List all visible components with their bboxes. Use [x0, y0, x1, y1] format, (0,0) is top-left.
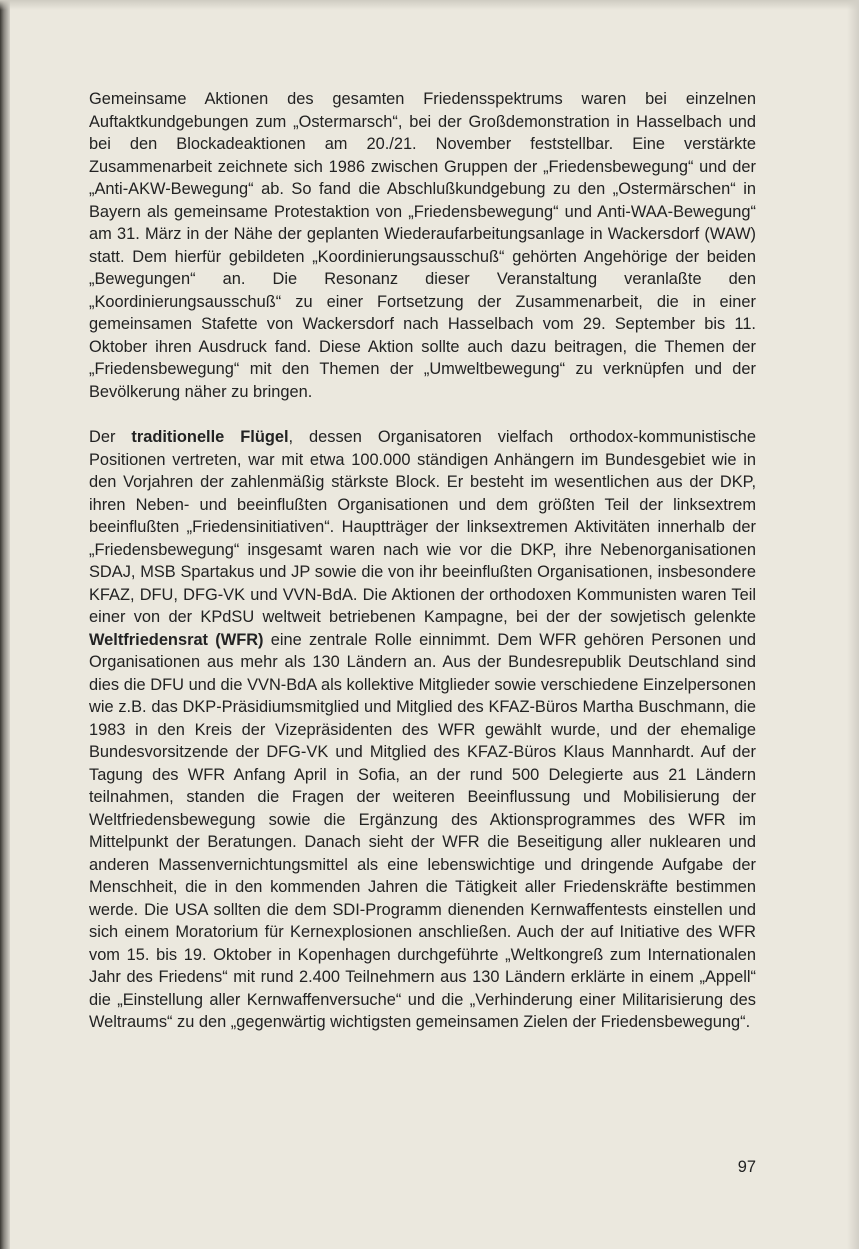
- paragraph-2-part-1: Der: [89, 428, 132, 446]
- page-number: 97: [737, 1158, 756, 1176]
- paragraph-2: [89, 426, 756, 1034]
- paragraph-2-part-3: eine zentrale Rolle einnimmt. Dem WFR gehören Personen und Organisationen aus mehr als 130 Ländern an. Aus der Bundesrepublik Deutschland sind dies die DFU und die VVN-BdA als kollektive Mitglieder sowie verschiedene Einzelpersonen wie z.B. das DKP-Präsidiumsmitglied und Mitglied des KFAZ-Büros Martha Buschmann, die 1983 in den Kreis der Vizepräsidenten des WFR gewählt wurde, und der ehemalige Bundesvorsitzende der DFG-VK und Mitglied des KFAZ-Büros Klaus Mannhardt. Auf der Tagung des WFR Anfang April in Sofia, an der rund 500 Delegierte aus 21 Ländern teilnahmen, standen die Fragen der weiteren Beeinflussung und Mobilisierung der Weltfriedensbewegung sowie die Ergänzung des Aktionsprogrammes des WFR im Mittelpunkt der Beratungen. Danach sieht der WFR die Beseitigung aller nuklearen und anderen Massenvernichtungsmittel als eine lebenswichtige und dringende Aufgabe der Menschheit, die in den kommenden Jahren die Tätigkeit aller Friedenskräfte bestimmen werde. Die USA sollten die dem SDI-Programm dienenden Kernwaffentests einstellen und sich einem Moratorium für Kernexplosionen anschließen. Auch der auf Initiative des WFR vom 15. bis 19. Oktober in Kopenhagen durchgeführte „Weltkongreß zum Internationalen Jahr des Friedens“ mit rund 2.400 Teilnehmern aus 130 Ländern erklärte in einem „Appell“ die „Einstellung aller Kernwaffenversuche“ und die „Verhinderung einer Militarisierung des Weltraums“ zu den „gegenwärtig wichtigsten gemeinsamen Zielen der Friedensbewegung“.: [89, 630, 756, 1031]
- term-weltfriedensrat: Weltfriedensrat (WFR): [89, 630, 264, 649]
- book-spine-shadow: [0, 0, 10, 1249]
- body-text: [89, 88, 756, 1034]
- paragraph-2-part-2: , dessen Organisatoren vielfach orthodox-kommunistische Positionen vertreten, war mit etwa 100.000 ständigen Anhängern im Bundesgebiet wie in den Vorjahren der zahlenmäßig stärkste Block. Er besteht im wesentlichen aus der DKP, ihren Neben- und beeinflußten Organisationen und dem größten Teil der linksextrem beeinflußten „Friedensinitiativen“. Hauptträger der linksextremen Aktivitäten innerhalb der „Friedensbewegung“ insgesamt waren nach wie vor die DKP, ihre Nebenorganisationen SDAJ, MSB Spartakus und JP sowie die von ihr beeinflußten Organisationen, insbesondere KFAZ, DFU, DFG-VK und VVN-BdA. Die Aktionen der orthodoxen Kommunisten waren Teil einer von der KPdSU weltweit betriebenen Kampagne, bei der der sowjetisch gelenkte: [89, 428, 756, 626]
- right-edge-shadow: [847, 0, 859, 1249]
- top-edge-shadow: [0, 0, 859, 10]
- paragraph-1: Gemeinsame Aktionen des gesamten Friedensspektrums waren bei einzelnen Auftaktkundgebungen zum „Ostermarsch“, bei der Großdemonstration in Hasselbach und bei den Blockadeaktionen am 20./21. November feststellbar. Eine verstärkte Zusammenarbeit zeichnete sich 1986 zwischen Gruppen der „Friedensbewegung“ und der „Anti-AKW-Bewegung“ ab. So fand die Abschlußkundgebung zu den „Ostermärschen“ in Bayern als gemeinsame Protestaktion von „Friedensbewegung“ und Anti-WAA-Bewegung“ am 31. März in der Nähe der geplanten Wiederaufarbeitungsanlage in Wackersdorf (WAW) statt. Dem hierfür gebildeten „Koordinierungsausschuß“ gehörten Angehörige der beiden „Bewegungen“ an. Die Resonanz dieser Veranstaltung veranlaßte den „Koordinierungsausschuß“ zu einer Fortsetzung der Zusammenarbeit, die in einer gemeinsamen Stafette von Wackersdorf nach Hasselbach vom 29. September bis 11. Oktober ihren Ausdruck fand. Diese Aktion sollte auch dazu beitragen, die Themen der „Friedensbewegung“ mit den Themen der „Umweltbewegung“ zu verknüpfen und der Bevölkerung näher zu bringen.: [89, 90, 756, 401]
- term-traditioneller-fluegel: traditionelle Flügel: [131, 428, 289, 446]
